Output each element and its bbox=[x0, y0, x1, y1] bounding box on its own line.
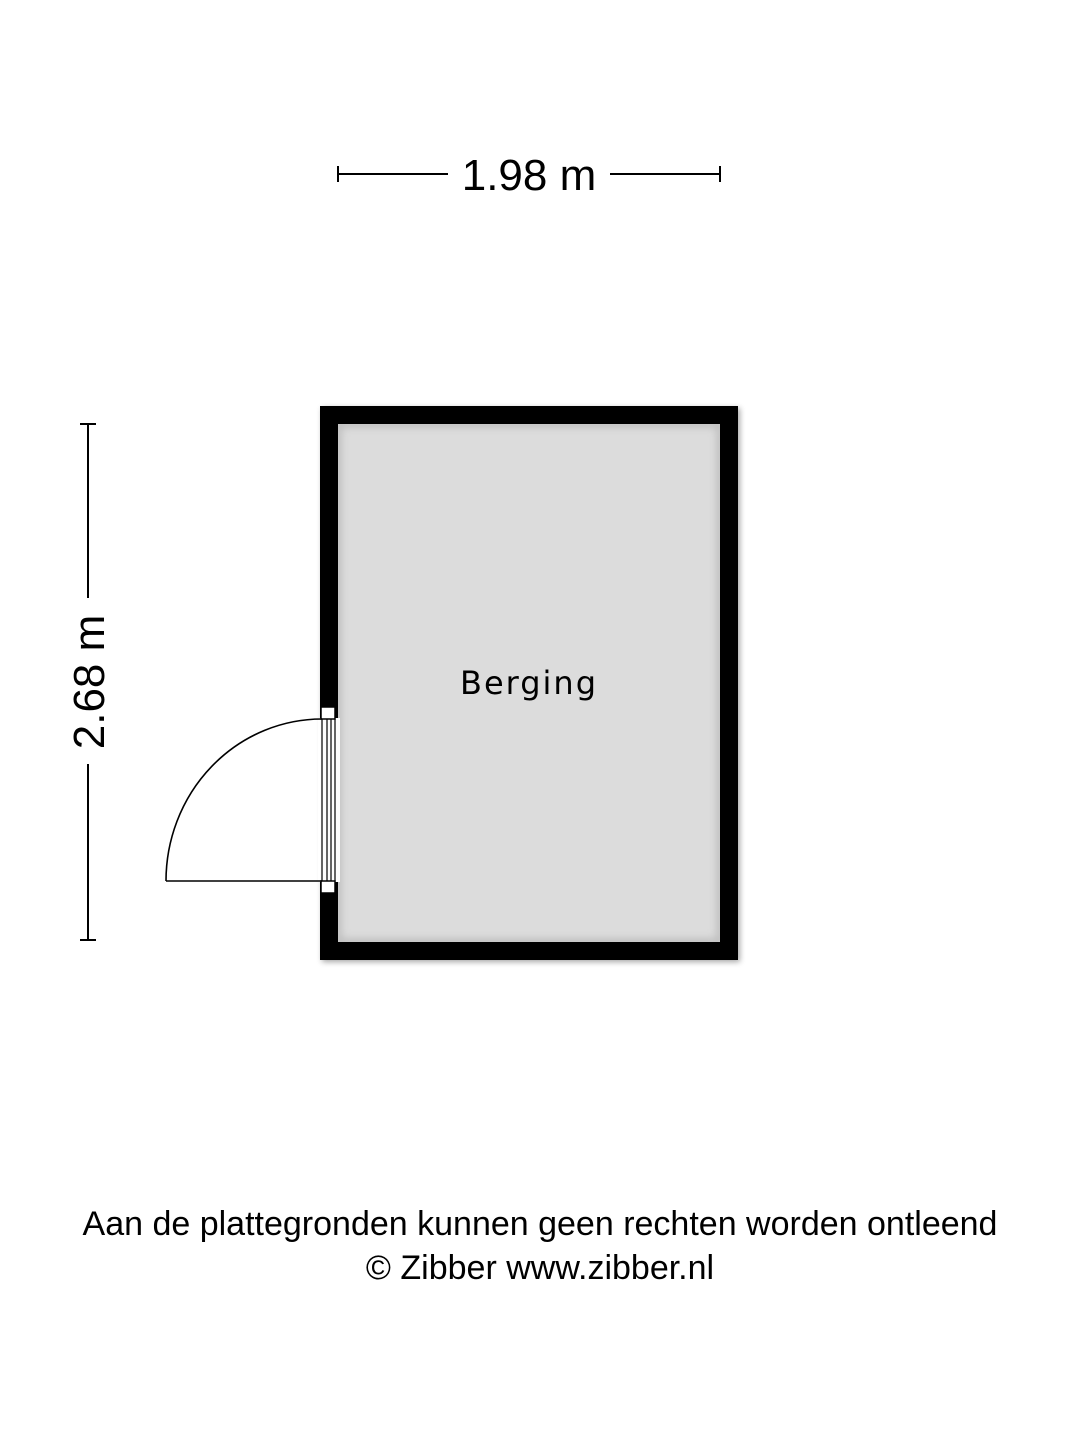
height-dimension bbox=[65, 424, 114, 940]
disclaimer-text: Aan de plattegronden kunnen geen rechten worden ontleend bbox=[82, 1205, 998, 1243]
footer bbox=[0, 1202, 1080, 1290]
door-opening bbox=[318, 718, 340, 882]
width-dimension bbox=[338, 151, 720, 200]
door-jamb-bottom bbox=[321, 881, 335, 893]
door-jamb-top bbox=[321, 707, 335, 719]
room-berging bbox=[320, 406, 738, 960]
height-dimension-label: 2.68 m bbox=[65, 614, 114, 750]
room-label: Berging bbox=[459, 664, 599, 702]
width-dimension-label: 1.98 m bbox=[461, 151, 597, 200]
door bbox=[166, 707, 340, 893]
credit-text: © Zibber www.zibber.nl bbox=[365, 1249, 715, 1287]
door-swing-arc bbox=[166, 719, 322, 881]
